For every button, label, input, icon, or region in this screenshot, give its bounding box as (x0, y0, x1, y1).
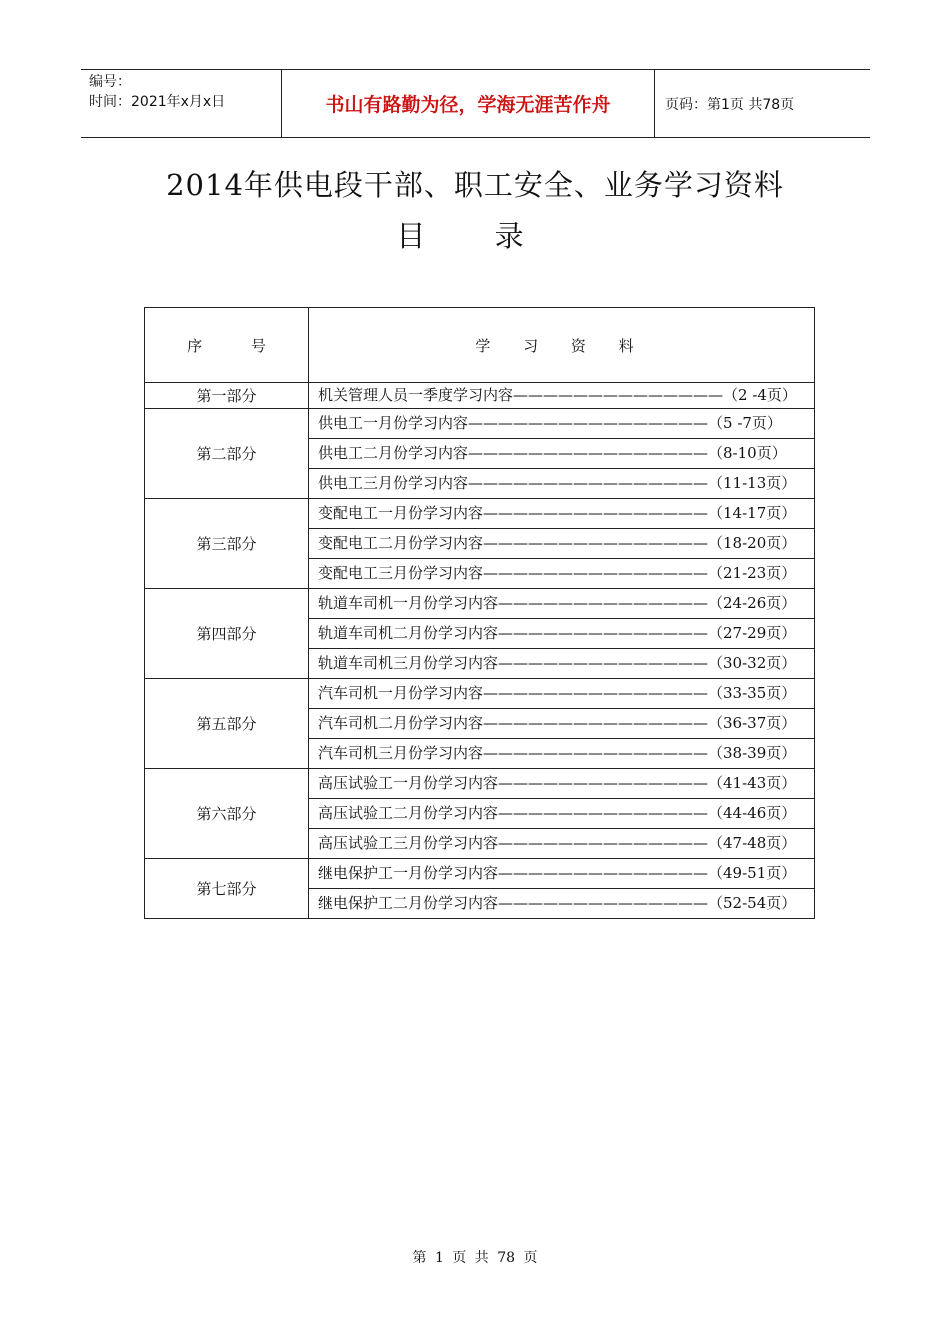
toc-item: 汽车司机二月份学习内容———————————————（36-37页） (309, 709, 815, 739)
toc-item: 供电工一月份学习内容————————————————（5 -7页） (309, 409, 815, 439)
toc-part-label: 第六部分 (145, 769, 309, 859)
toc-item: 变配电工一月份学习内容———————————————（14-17页） (309, 499, 815, 529)
header-meta (81, 70, 282, 137)
toc-row (145, 499, 815, 529)
toc-heading: 目 录 (396, 219, 554, 253)
toc-item: 轨道车司机三月份学习内容——————————————（30-32页） (309, 649, 815, 679)
page-footer: 第 1 页 共 78 页 (412, 1250, 538, 1266)
toc-part-label: 第三部分 (145, 499, 309, 589)
toc-header-row (145, 308, 815, 383)
toc-item: 轨道车司机二月份学习内容——————————————（27-29页） (309, 619, 815, 649)
toc-row (145, 589, 815, 619)
toc-item: 变配电工二月份学习内容———————————————（18-20页） (309, 529, 815, 559)
toc-item: 汽车司机三月份学习内容———————————————（38-39页） (309, 739, 815, 769)
toc-part-label: 第五部分 (145, 679, 309, 769)
toc-part-label: 第四部分 (145, 589, 309, 679)
toc-part-label: 第一部分 (145, 383, 309, 409)
toc-item: 供电工三月份学习内容————————————————（11-13页） (309, 469, 815, 499)
toc-item: 高压试验工三月份学习内容——————————————（47-48页） (309, 829, 815, 859)
toc-row (145, 383, 815, 409)
document-header (81, 69, 870, 138)
toc-row (145, 409, 815, 439)
toc-item: 高压试验工二月份学习内容——————————————（44-46页） (309, 799, 815, 829)
toc-row (145, 769, 815, 799)
toc-part-label: 第二部分 (145, 409, 309, 499)
header-motto: 书山有路勤为径，学海无涯苦作舟 (282, 70, 655, 137)
toc-item: 继电保护工二月份学习内容——————————————（52-54页） (309, 889, 815, 919)
column-header-material: 学 习 资 料 (309, 308, 815, 383)
toc-item: 轨道车司机一月份学习内容——————————————（24-26页） (309, 589, 815, 619)
toc-item: 供电工二月份学习内容————————————————（8-10页） (309, 439, 815, 469)
number-label: 编号： (89, 74, 131, 90)
toc-row (145, 859, 815, 889)
toc-item: 高压试验工一月份学习内容——————————————（41-43页） (309, 769, 815, 799)
toc-part-label: 第七部分 (145, 859, 309, 919)
header-page-info: 页码：第1页 共78页 (665, 96, 795, 113)
toc-row (145, 679, 815, 709)
time-label: 时间：2021年x月x日 (89, 94, 226, 110)
toc-item: 机关管理人员一季度学习内容——————————————（2 -4页） (309, 383, 815, 409)
document-title: 2014年供电段干部、职工安全、业务学习资料 (166, 168, 784, 202)
toc-item: 汽车司机一月份学习内容———————————————（33-35页） (309, 679, 815, 709)
toc-item: 继电保护工一月份学习内容——————————————（49-51页） (309, 859, 815, 889)
column-header-seq: 序 号 (145, 308, 309, 383)
toc-table (144, 307, 815, 919)
toc-item: 变配电工三月份学习内容———————————————（21-23页） (309, 559, 815, 589)
